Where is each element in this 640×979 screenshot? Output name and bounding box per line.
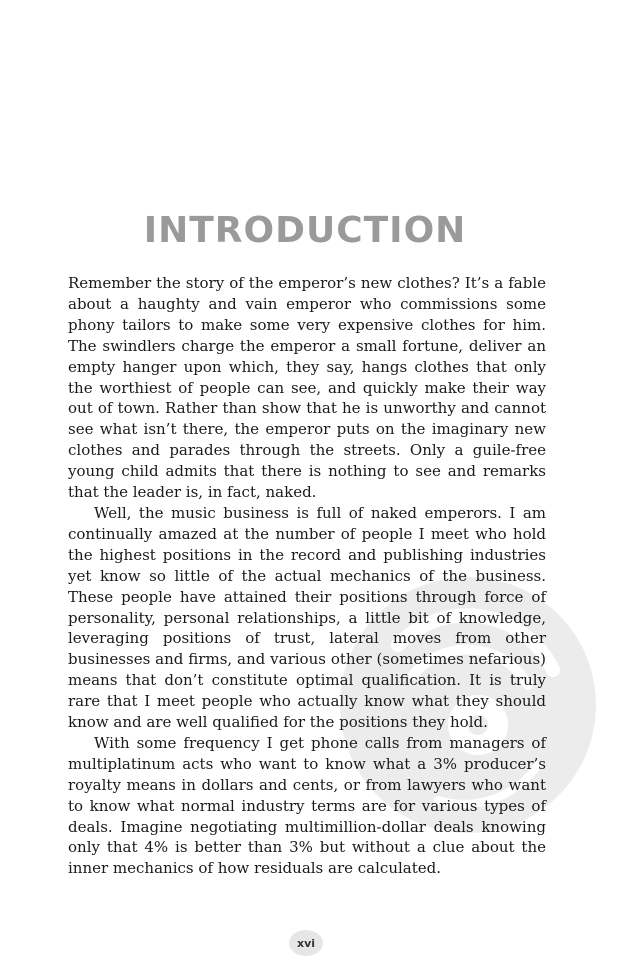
chapter-title: INTRODUCTION bbox=[143, 210, 467, 251]
paragraph-1: Remember the story of the emperor’s new clothes? It’s a fable about a haughty and vain emperor who commissions some phony tailors to make some very expensive clothes for him. The swindlers charge the emperor a small fortune, deliver an empty hanger upon which, they say, hangs clothes that only the worthiest of people can see, and quickly make their way out of town. Rather than show that he is unworthy and cannot see what isn’t there, the emperor puts on the imaginary new clothes and parades through the streets. Only a guile-free young child admits that there is nothing to see and remarks that the leader is, in fact, naked. bbox=[68, 274, 546, 502]
paragraph-2: Well, the music business is full of naked emperors. I am continually amazed at the number of people I meet who hold the highest positions in the record and publishing industries yet know so little of the actual mechanics of the business. These people have attained their positions through force of personality, personal relationships, a little bit of knowledge, leveraging positions of trust, lateral moves from other businesses and firms, and various other (sometimes nefarious) means that don’t constitute optimal qualification. It is truly rare that I meet people who actually know what they should know and are well qualified for the positions they hold. bbox=[68, 503, 546, 732]
paragraph-3: With some frequency I get phone calls from managers of multiplatinum acts who want to know what a 3% producer’s royalty means in dollars and cents, or from lawyers who want to know what normal industry terms are for various types of deals. Imagine negotiating multimillion-dollar deals knowing only that 4% is better than 3% but without a clue about the inner mechanics of how residuals are calculated. bbox=[68, 733, 546, 878]
page-number: xvi bbox=[289, 930, 323, 956]
body-text bbox=[68, 273, 546, 879]
